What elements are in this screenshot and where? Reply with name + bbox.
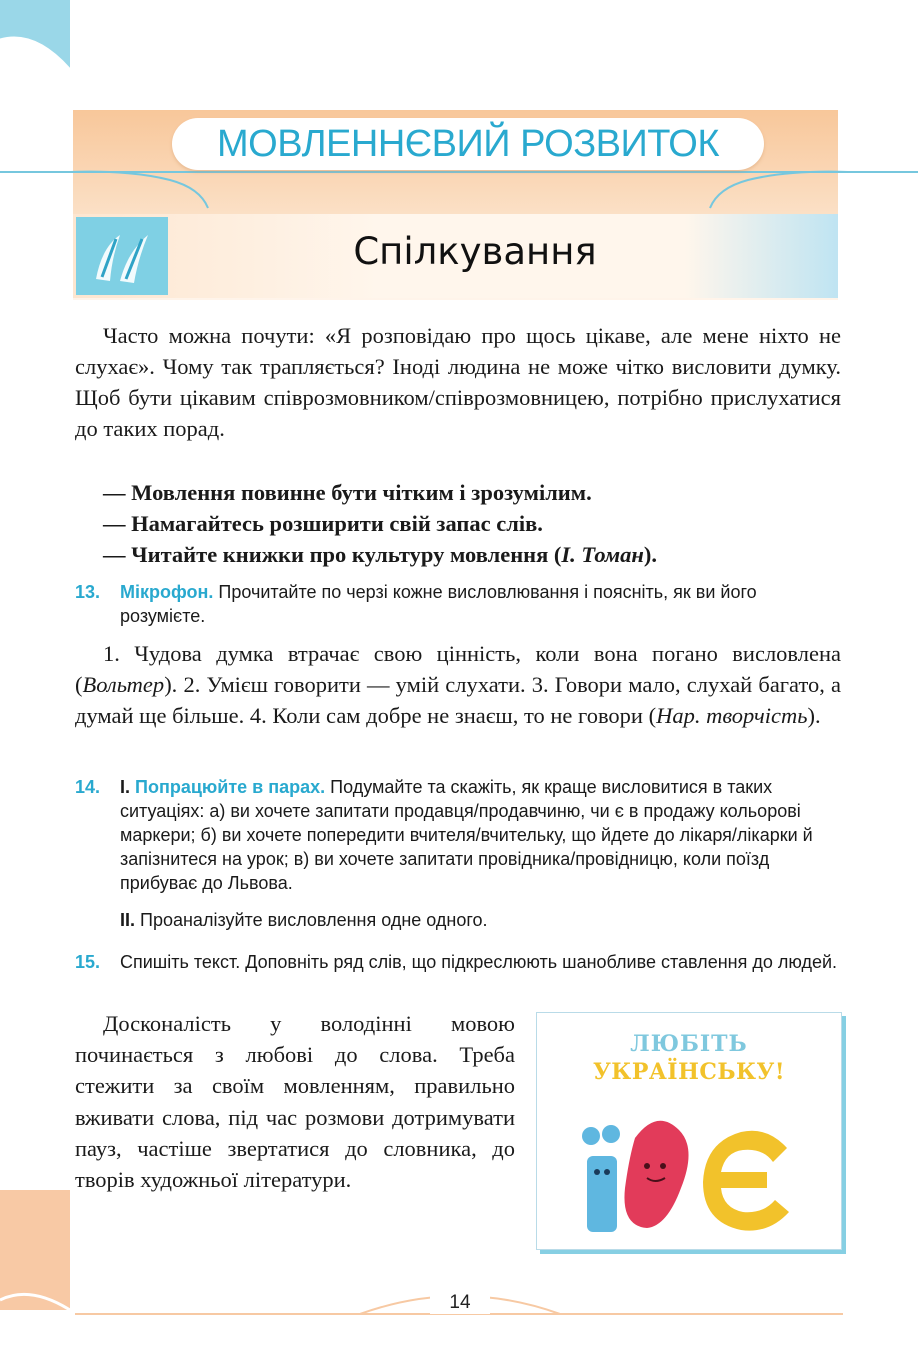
exercise-text: Прочитайте по черзі кожне висловлювання і поясніть, як ви його розумієте.: [120, 582, 757, 626]
poster-line-1: ЛЮБІТЬ: [630, 1031, 748, 1057]
quote-author: Вольтер: [82, 672, 165, 697]
poster-image: [536, 1012, 842, 1250]
lesson-title: Спілкування: [353, 230, 597, 273]
exercise-13: [75, 580, 845, 628]
lesson-logo-icon: [76, 217, 168, 295]
final-paragraph: [75, 1008, 515, 1195]
exercise-number: 15.: [75, 952, 101, 972]
rule-item: — Намагайтесь розширити свій запас слів.: [103, 511, 543, 536]
exercise-part-number: II.: [120, 910, 136, 930]
page-number: 14: [430, 1292, 490, 1314]
exercise-label: Попрацюйте в парах.: [135, 777, 326, 797]
corner-decoration-bottom: [0, 1190, 70, 1310]
intro-paragraph: [75, 320, 841, 444]
exercise-14: [75, 775, 845, 932]
rule-text-end: ).: [643, 542, 658, 567]
exercise-15: [75, 950, 845, 974]
rule-author: І. Томан: [561, 542, 644, 567]
exercise-label: Мікрофон.: [120, 582, 214, 602]
quotes-paragraph: [75, 638, 841, 731]
section-title: МОВЛЕННЄВИЙ РОЗВИТОК: [216, 122, 720, 165]
letters-illustration: [577, 1108, 807, 1238]
rules-list: [103, 477, 843, 570]
rule-item: [103, 539, 843, 570]
rule-item: — Мовлення повинне бути чітким і зрозумілим.: [103, 480, 592, 505]
quote-text: 1. Чудова думка втрачає свою цінність, коли вона погано висловлена (: [75, 641, 841, 697]
section-title-pill: [172, 118, 764, 170]
intro-text: Часто можна почути: «Я розповідаю про щось цікаве, але мене ніхто не слухає». Чому так трапляється? Іноді людина не може чітко висловити думку. Щоб бути цікавим співрозмовником/співрозмовницею, потрібно прислухатися до таких порад.: [75, 323, 841, 441]
exercise-text: Спишіть текст. Доповніть ряд слів, що підкреслюють шанобливе ставлення до людей.: [120, 952, 838, 972]
rule-text: — Читайте книжки про культуру мовлення (: [103, 542, 562, 567]
final-text: Досконалість у володінні мовою починається з любові до слова. Треба стежити за своїм мовленням, правильно вживати слова, під час розмови дотримувати пауз, частіше звертатися до словника, до творів художньої літератури.: [75, 1011, 515, 1193]
corner-decoration-top: [0, 0, 70, 70]
poster-line-2: УКРАЇНСЬКУ!: [592, 1059, 786, 1085]
quote-text: ). 2. Умієш говорити — умій слухати. 3. Говори мало, слухай багато, а думай ще більше. 4. Коли сам добре не знаєш, то не говори (: [75, 672, 841, 728]
quote-author: Нар. творчість: [656, 703, 808, 728]
exercise-text: Проаналізуйте висловлення одне одного.: [135, 910, 488, 930]
exercise-number: 14.: [75, 777, 101, 797]
exercise-part-number: I.: [120, 777, 131, 797]
exercise-text: Подумайте та скажіть, як краще висловитися в таких ситуаціях: а) ви хочете запитати продавця/продавчиню, чи є в продажу кольорові маркери; б) ви хочете попередити вчителя/вчительку, що йдете до лікаря/лікарки й запізнитеся на урок; в) ви хочете запитати провідника/провідницю, коли поїзд прибуває до Львова.: [120, 777, 813, 893]
exercise-number: 13.: [75, 582, 101, 602]
quote-text: ).: [807, 703, 821, 728]
